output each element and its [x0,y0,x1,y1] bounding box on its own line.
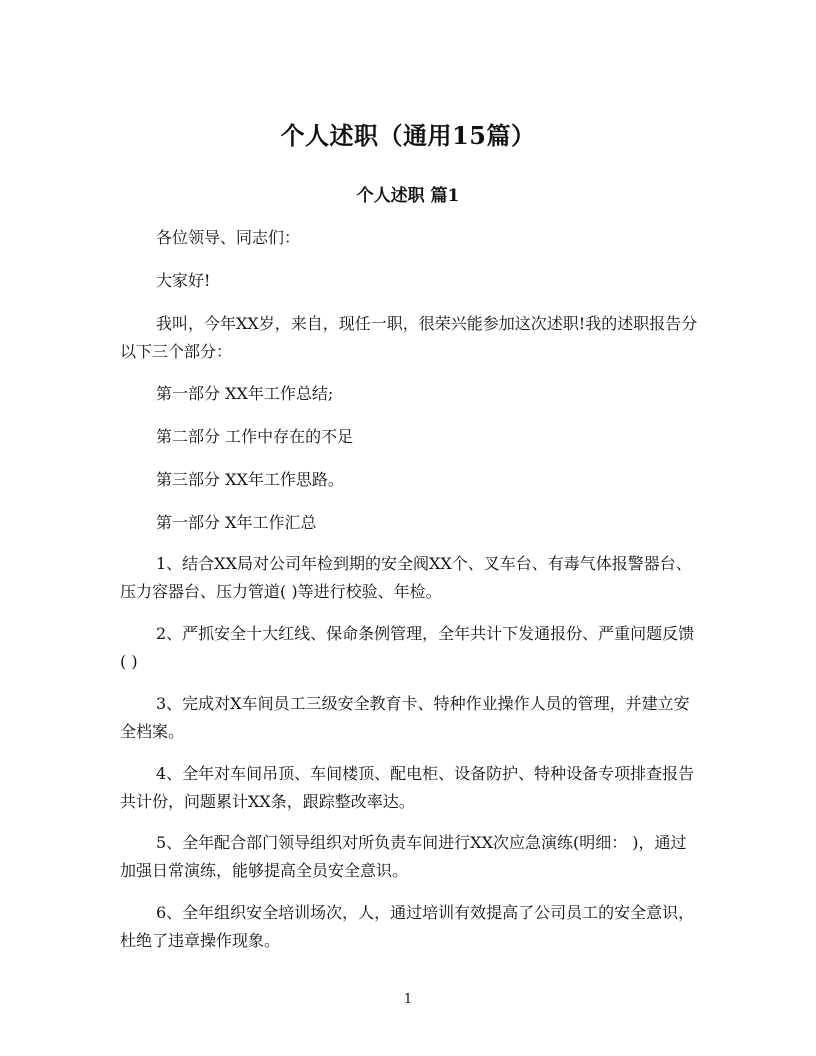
section-title: 个人述职 篇1 [356,186,460,206]
paragraph-greeting: 各位领导、同志们： [156,228,301,247]
paragraph-item-1: 1、结合XX局对公司年检到期的安全阀XX个、叉车台、有毒气体报警器台、压力容器台、压力管道( )等进行校验、年检。 [120,554,692,601]
paragraph-intro: 我叫，今年XX岁，来自，现任一职，很荣兴能参加这次述职!我的述职报告分以下三个部分： [120,314,698,361]
document-title: 个人述职（通用15篇） [280,121,536,150]
paragraph-item-4: 4、全年对车间吊顶、车间楼顶、配电柜、设备防护、特种设备专项排查报告共计份，问题累计XX条，跟踪整改率达。 [120,764,695,811]
paragraph-hello: 大家好! [156,271,211,290]
paragraph-part-one-heading: 第一部分 X年工作汇总 [156,513,317,532]
paragraph-item-5: 5、全年配合部门领导组织对所负责车间进行XX次应急演练(明细： )，通过加强日常演练，能够提高全员安全意识。 [120,833,687,880]
paragraph-item-3: 3、完成对X车间员工三级安全教育卡、特种作业操作人员的管理，并建立安全档案。 [120,694,690,741]
paragraph-item-2: 2、严抓安全十大红线、保命条例管理，全年共计下发通报份、严重问题反馈( ) [120,624,695,671]
page-number: 1 [403,992,413,1007]
paragraph-part-one: 第一部分 XX年工作总结; [156,384,334,403]
paragraph-part-three: 第三部分 XX年工作思路。 [156,470,344,489]
paragraph-part-two: 第二部分 工作中存在的不足 [156,427,354,446]
paragraph-item-6: 6、全年组织安全培训场次，人，通过培训有效提高了公司员工的安全意识，杜绝了违章操作现象。 [120,903,695,950]
